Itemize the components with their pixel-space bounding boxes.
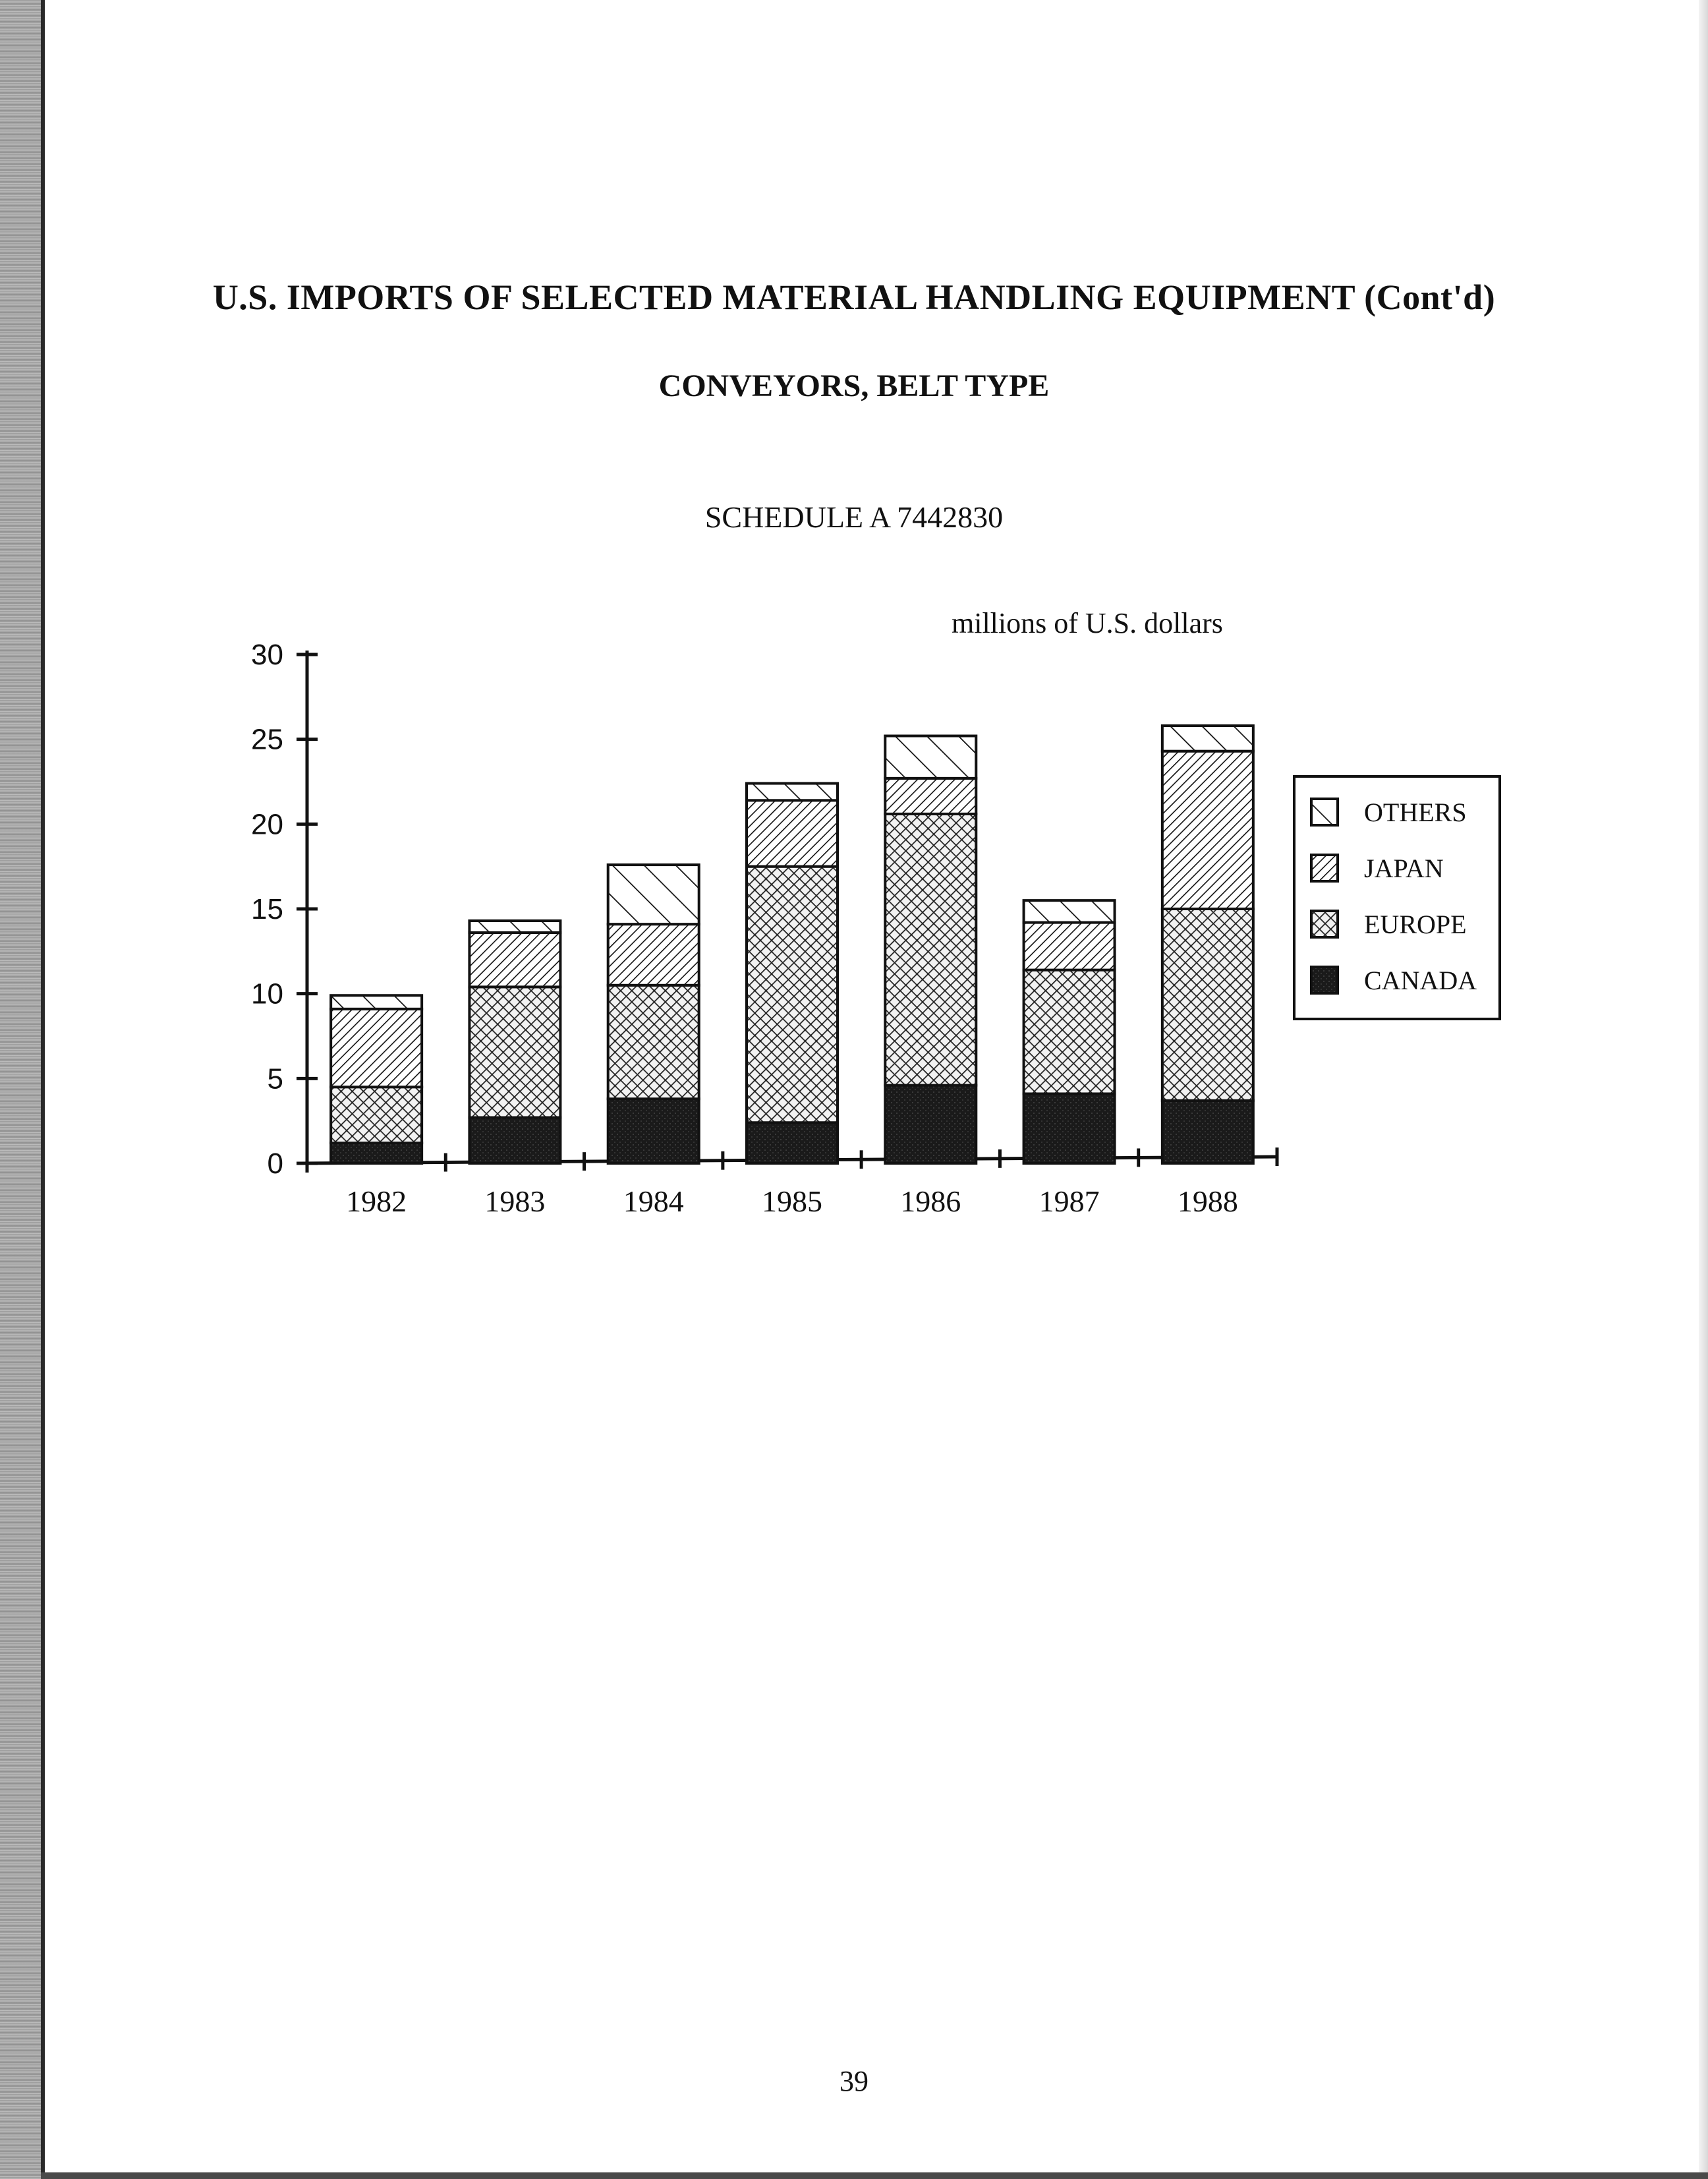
bar-canada-1987 [1024,1093,1115,1163]
bar-stack-1984 [608,865,699,1163]
y-tick-label-10: 10 [251,977,283,1010]
chart-bars [331,726,1253,1163]
legend-swatch-others [1311,799,1338,825]
x-tick-label-1983: 1983 [484,1184,546,1218]
bar-japan-1983 [469,933,560,987]
y-tick-label-30: 30 [251,639,283,671]
legend-swatch-canada [1311,967,1338,993]
bar-canada-1986 [885,1086,976,1163]
bar-stack-1983 [469,921,560,1163]
bar-europe-1986 [885,814,976,1086]
bar-canada-1985 [747,1122,838,1163]
bar-japan-1984 [608,924,699,985]
bar-others-1988 [1162,726,1253,751]
bar-stack-1986 [885,736,976,1163]
bar-canada-1984 [608,1099,699,1163]
legend-swatch-europe [1311,911,1338,937]
bar-europe-1984 [608,985,699,1099]
chart-legend [1294,776,1500,1019]
bar-others-1984 [608,865,699,924]
bar-others-1982 [331,995,422,1009]
bar-europe-1988 [1162,909,1253,1101]
chart-subtitle: SCHEDULE A 7442830 [704,500,1004,534]
bar-canada-1988 [1162,1101,1253,1163]
y-tick-label-20: 20 [251,808,283,841]
page-number: 39 [840,2065,868,2097]
legend-label-europe: EUROPE [1364,910,1467,939]
y-tick-label-15: 15 [251,893,283,925]
x-tick-label-1988: 1988 [1177,1184,1238,1218]
bar-stack-1988 [1162,726,1253,1163]
bar-japan-1988 [1162,751,1253,909]
bar-japan-1987 [1024,923,1115,970]
y-axis-unit-label: millions of U.S. dollars [952,607,1223,639]
bar-japan-1986 [885,778,976,814]
x-tick-label-1987: 1987 [1039,1184,1100,1218]
bar-others-1987 [1024,900,1115,922]
y-tick-label-5: 5 [267,1062,283,1095]
y-tick-label-0: 0 [267,1148,283,1180]
bar-others-1986 [885,736,976,778]
bar-europe-1983 [469,987,560,1117]
bar-stack-1987 [1024,900,1115,1163]
x-tick-label-1986: 1986 [900,1184,961,1218]
x-tick-label-1985: 1985 [762,1184,822,1218]
x-tick-label-1982: 1982 [346,1184,407,1218]
page-title: U.S. IMPORTS OF SELECTED MATERIAL HANDLING EQUIPMENT (Cont'd) [212,277,1496,317]
legend-label-others: OTHERS [1364,798,1467,827]
bar-stack-1982 [331,995,422,1163]
x-tick-label-1984: 1984 [623,1184,684,1218]
bar-europe-1985 [747,867,838,1123]
legend-label-japan: JAPAN [1364,854,1444,883]
bar-canada-1983 [469,1118,560,1163]
bar-japan-1985 [747,800,838,866]
chart-title: CONVEYORS, BELT TYPE [658,368,1050,403]
bar-japan-1982 [331,1009,422,1087]
bar-europe-1982 [331,1087,422,1143]
bar-canada-1982 [331,1143,422,1163]
bar-stack-1985 [747,784,838,1163]
bar-others-1983 [469,921,560,933]
bar-others-1985 [747,784,838,801]
legend-label-canada: CANADA [1364,966,1477,995]
bar-europe-1987 [1024,970,1115,1094]
legend-swatch-japan [1311,855,1338,881]
y-tick-label-25: 25 [251,723,283,756]
